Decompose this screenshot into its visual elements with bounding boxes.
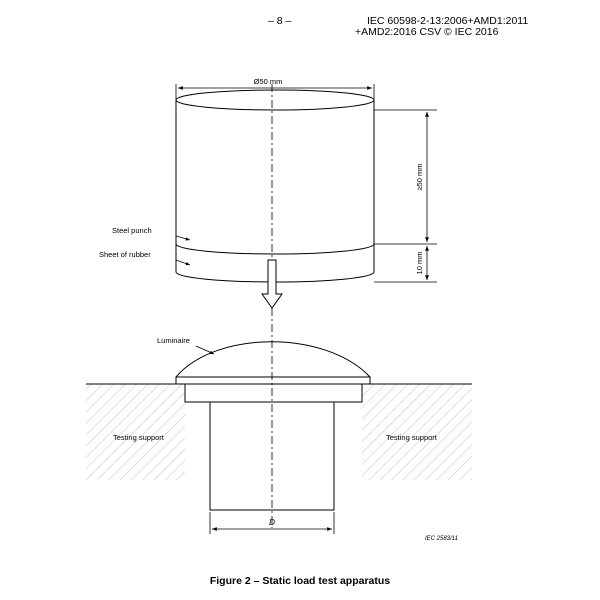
label-luminaire-text: Luminaire xyxy=(157,336,190,345)
dim-diameter-label: Ø50 mm xyxy=(253,77,283,86)
load-arrow-icon xyxy=(262,260,282,308)
steel-punch-cylinder xyxy=(176,90,374,282)
luminaire-base-flange xyxy=(185,384,362,402)
label-steel-punch xyxy=(112,226,190,240)
label-sheet-rubber-text: Sheet of rubber xyxy=(99,250,151,259)
label-testing-support-left: Testing support xyxy=(113,433,164,442)
label-luminaire xyxy=(157,336,214,354)
figure-reference: IEC 2583/11 xyxy=(425,536,458,542)
label-testing-support-right: Testing support xyxy=(386,433,437,442)
dim-d-label: D xyxy=(269,518,275,527)
standard-reference-line2: +AMD2:2016 CSV © IEC 2016 xyxy=(355,26,499,38)
dimension-heights xyxy=(374,110,437,282)
rubber-sheet-boundary xyxy=(176,244,374,254)
luminaire-dome xyxy=(176,342,370,384)
dim-rubber-label: 10 mm xyxy=(415,251,424,275)
page-number: – 8 – xyxy=(268,15,292,27)
figure-caption: Figure 2 – Static load test apparatus xyxy=(209,575,391,587)
standard-reference-line1: IEC 60598-2-13:2006+AMD1:2011 xyxy=(367,15,529,27)
dim-height-label: ≥50 mm xyxy=(415,163,424,191)
label-steel-punch-text: Steel punch xyxy=(112,226,152,235)
dimension-d xyxy=(210,512,334,534)
